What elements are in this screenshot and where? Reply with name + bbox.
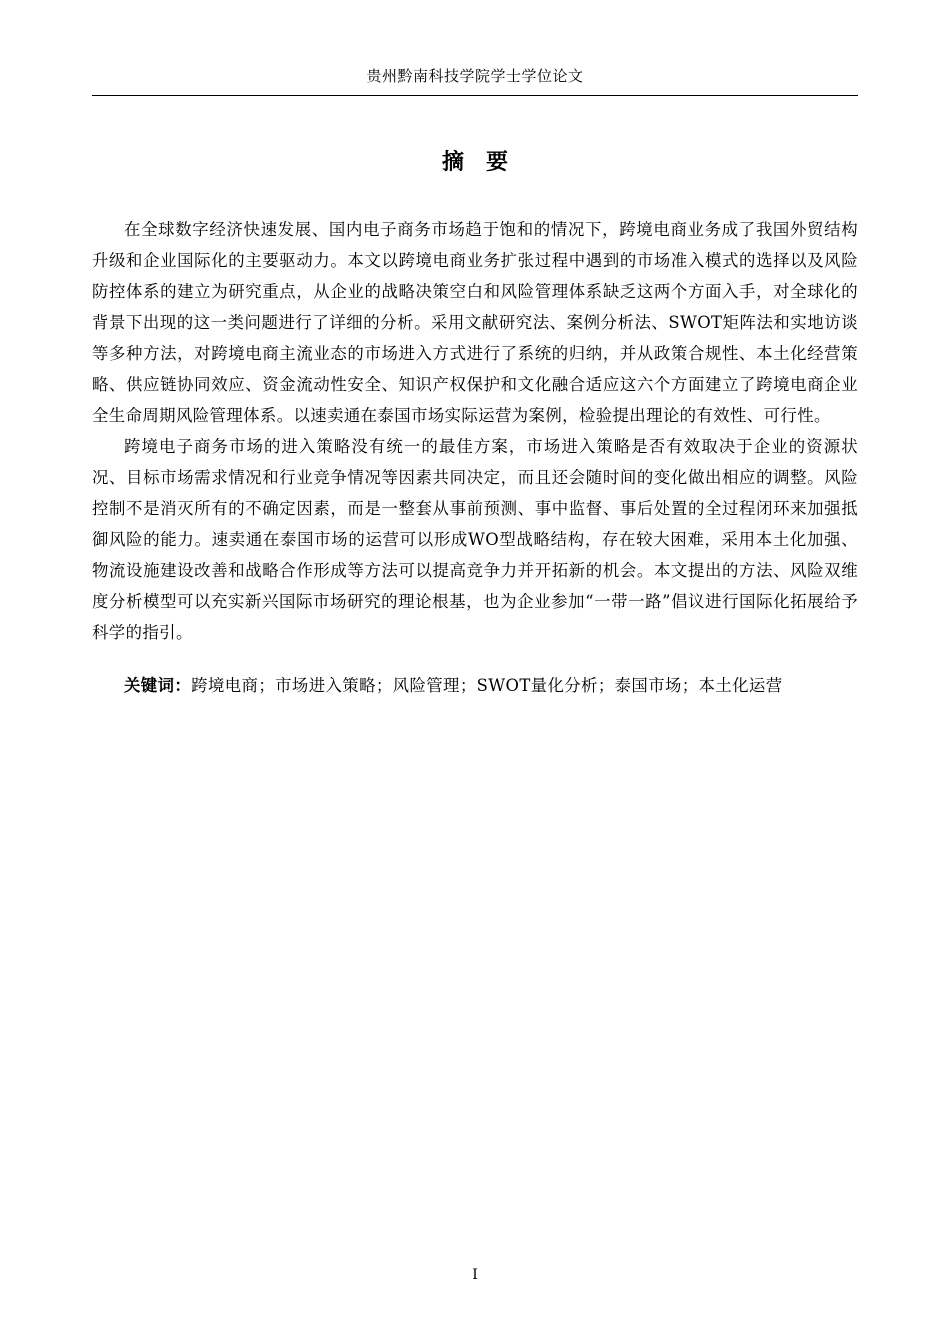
page-number: I bbox=[472, 1267, 478, 1283]
keywords-text: 跨境电商；市场进入策略；风险管理；SWOT量化分析；泰国市场；本土化运营 bbox=[191, 676, 783, 695]
keywords-label: 关键词： bbox=[124, 676, 192, 695]
abstract-body bbox=[92, 214, 858, 701]
abstract-paragraph-1: 在全球数字经济快速发展、国内电子商务市场趋于饱和的情况下，跨境电商业务成了我国外贸结构升级和企业国际化的主要驱动力。本文以跨境电商业务扩张过程中遇到的市场准入模式的选择以及风险防控体系的建立为研究重点，从企业的战略决策空白和风险管理体系缺乏这两个方面入手，对全球化的背景下出现的这一类问题进行了详细的分析。采用文献研究法、案例分析法、SWOT矩阵法和实地访谈等多种方法，对跨境电商主流业态的市场进入方式进行了系统的归纳，并从政策合规性、本土化经营策略、供应链协同效应、资金流动性安全、知识产权保护和文化融合适应这六个方面建立了跨境电商企业全生命周期风险管理体系。以速卖通在泰国市场实际运营为案例，检验提出理论的有效性、可行性。 bbox=[92, 220, 858, 425]
abstract-title bbox=[92, 148, 858, 178]
abstract-title-char: 摘 bbox=[441, 150, 464, 175]
abstract-title-char: 要 bbox=[486, 150, 509, 175]
header-rule bbox=[92, 95, 858, 96]
keywords-line bbox=[92, 670, 858, 701]
running-header: 贵州黔南科技学院学士学位论文 bbox=[366, 67, 584, 85]
abstract-paragraph-2: 跨境电子商务市场的进入策略没有统一的最佳方案，市场进入策略是否有效取决于企业的资源状况、目标市场需求情况和行业竞争情况等因素共同决定，而且还会随时间的变化做出相应的调整。风险控制不是消灭所有的不确定因素，而是一整套从事前预测、事中监督、事后处置的全过程闭环来加强抵御风险的能力。速卖通在泰国市场的运营可以形成WO型战略结构，存在较大困难，采用本土化加强、物流设施建设改善和战略合作形成等方法可以提高竞争力并开拓新的机会。本文提出的方法、风险双维度分析模型可以充实新兴国际市场研究的理论根基，也为企业参加“一带一路”倡议进行国际化拓展给予科学的指引。 bbox=[92, 437, 858, 642]
